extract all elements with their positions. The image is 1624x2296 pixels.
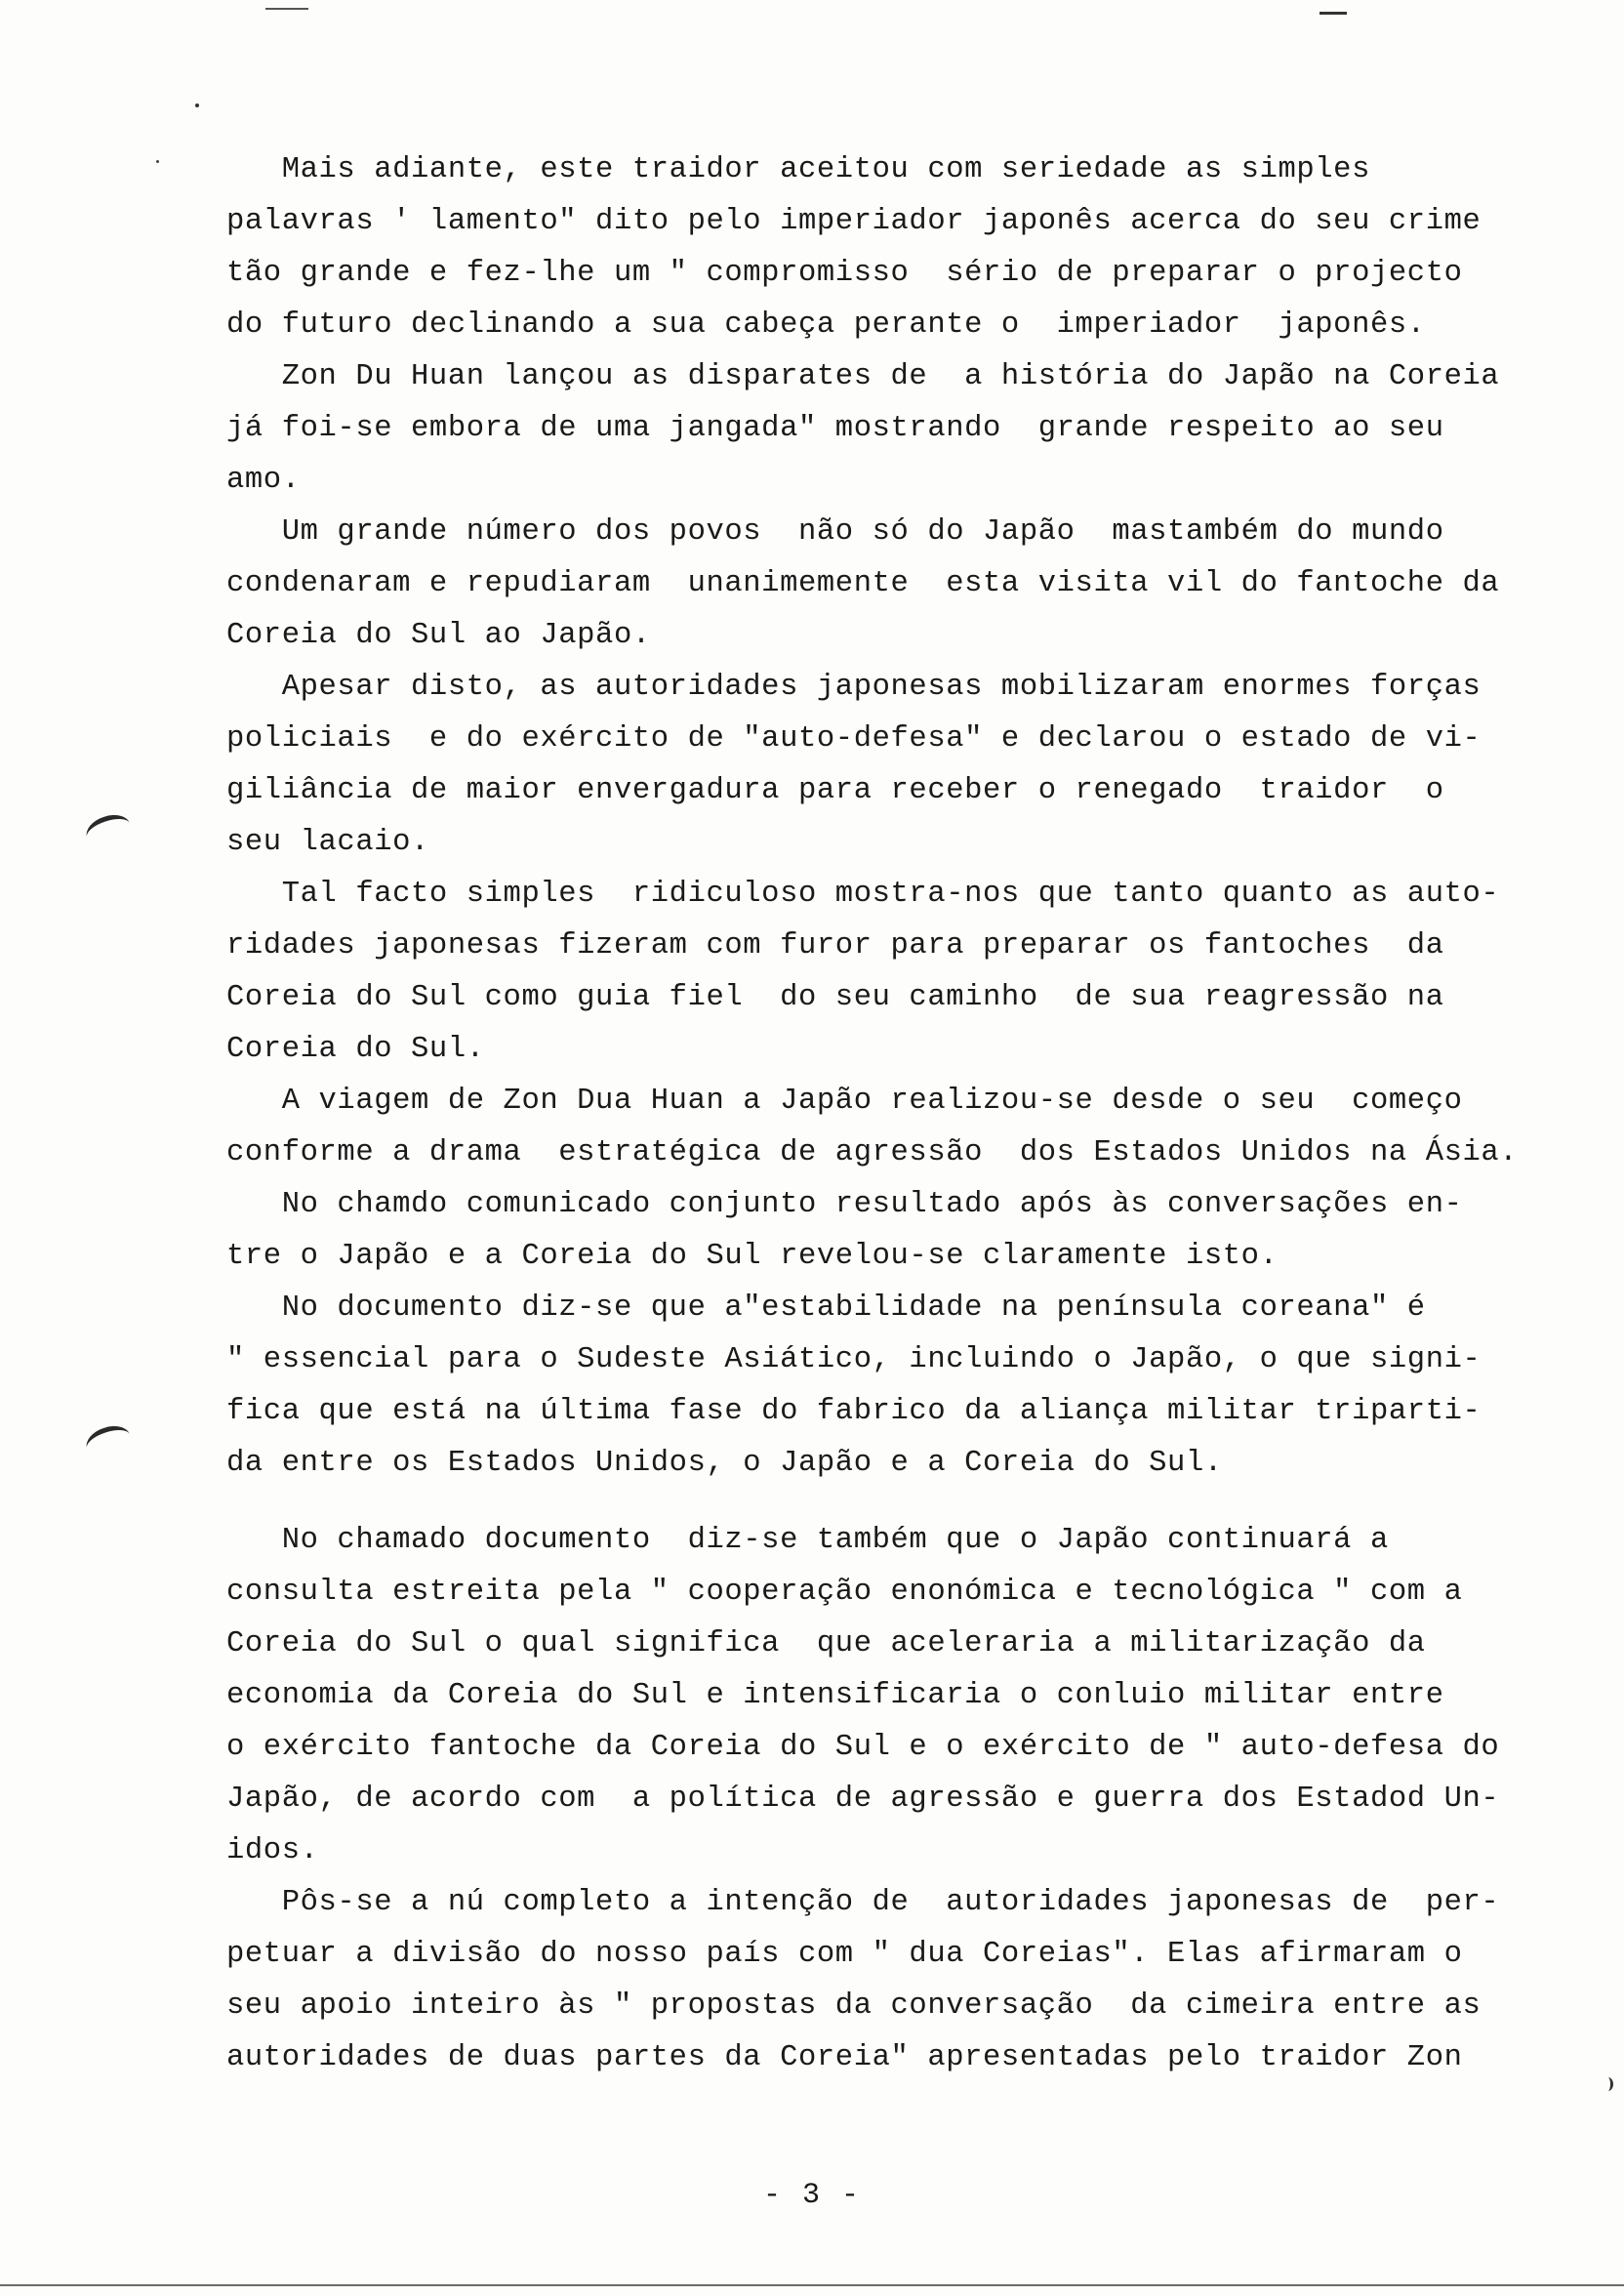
text-line: Coreia do Sul ao Japão. xyxy=(226,619,651,652)
scan-dot-margin xyxy=(156,160,159,163)
text-line: condenaram e repudiaram unanimemente esta visita vil do fantoche da xyxy=(226,567,1500,600)
text-line: da entre os Estados Unidos, o Japão e a Coreia do Sul. xyxy=(226,1447,1223,1480)
punch-hole-mark-bottom xyxy=(83,1421,135,1462)
text-line: seu lacaio. xyxy=(226,826,429,859)
text-line: Apesar disto, as autoridades japonesas mobilizaram enormes forças xyxy=(226,671,1482,704)
text-line: tre o Japão e a Coreia do Sul revelou-se claramente isto. xyxy=(226,1240,1279,1273)
text-line: ridades japonesas fizeram com furor para preparar os fantoches da xyxy=(226,929,1444,963)
text-line: já foi-se embora de uma jangada" mostrando grande respeito ao seu xyxy=(226,412,1444,445)
text-line: palavras ' lamento" dito pelo imperiador japonês acerca do seu crime xyxy=(226,205,1482,238)
text-line: seu apoio inteiro às " propostas da conversação da cimeira entre as xyxy=(226,1989,1482,2023)
text-line: o exército fantoche da Coreia do Sul e o exército de " auto-defesa do xyxy=(226,1731,1500,1764)
text-line: fica que está na última fase do fabrico da aliança militar triparti- xyxy=(226,1395,1482,1428)
page-number: - 3 - xyxy=(762,2179,861,2212)
text-line: conforme a drama estratégica de agressão dos Estados Unidos na Ásia. xyxy=(226,1136,1519,1169)
text-line: No documento diz-se que a"estabilidade na península coreana" é xyxy=(226,1292,1426,1325)
text-line: Coreia do Sul o qual significa que aceleraria a militarização da xyxy=(226,1627,1426,1660)
text-line: No chamdo comunicado conjunto resultado após às conversações en- xyxy=(226,1188,1463,1221)
text-line: idos. xyxy=(226,1834,319,1867)
text-line: do futuro declinando a sua cabeça perante o imperiador japonês. xyxy=(226,308,1426,342)
text-line: Um grande número dos povos não só do Japão mastambém do mundo xyxy=(226,515,1444,549)
text-line: policiais e do exército de "auto-defesa" e declarou o estado de vi- xyxy=(226,722,1482,756)
text-line: tão grande e fez-lhe um " compromisso sério de preparar o projecto xyxy=(226,257,1463,290)
text-line: Japão, de acordo com a política de agressão e guerra dos Estadod Un- xyxy=(226,1783,1500,1816)
text-line: No chamado documento diz-se também que o Japão continuará a xyxy=(226,1524,1389,1557)
text-line: autoridades de duas partes da Coreia" apresentadas pelo traidor Zon xyxy=(226,2041,1463,2074)
text-line: Coreia do Sul como guia fiel do seu caminho de sua reagressão na xyxy=(226,981,1444,1014)
text-line: consulta estreita pela " cooperação enonómica e tecnológica " com a xyxy=(226,1576,1463,1609)
text-line: Zon Du Huan lançou as disparates de a história do Japão na Coreia xyxy=(226,360,1500,393)
punch-hole-mark-top xyxy=(83,810,135,851)
text-line: " essencial para o Sudeste Asiático, incluindo o Japão, o que signi- xyxy=(226,1343,1482,1376)
text-line: petuar a divisão do nosso país com " dua Coreias". Elas afirmaram o xyxy=(226,1938,1463,1971)
scan-dash-top-left xyxy=(265,8,308,10)
text-line: Mais adiante, este traidor aceitou com seriedade as simples xyxy=(226,153,1370,186)
text-line: Tal facto simples ridiculoso mostra-nos que tanto quanto as auto- xyxy=(226,878,1500,911)
scan-dot-left xyxy=(195,103,199,107)
scan-paren-right xyxy=(1603,2077,1613,2091)
bottom-edge-rule xyxy=(0,2284,1624,2286)
text-line: Coreia do Sul. xyxy=(226,1033,485,1066)
text-line: giliância de maior envergadura para receber o renegado traidor o xyxy=(226,774,1444,807)
text-line: amo. xyxy=(226,464,301,497)
text-line: economia da Coreia do Sul e intensificaria o conluio militar entre xyxy=(226,1679,1444,1712)
text-line: Pôs-se a nú completo a intenção de autoridades japonesas de per- xyxy=(226,1886,1500,1919)
paragraph-gap xyxy=(226,1490,1593,1515)
text-line: A viagem de Zon Dua Huan a Japão realizou-se desde o seu começo xyxy=(226,1085,1463,1118)
scan-dash-top-right xyxy=(1320,12,1347,15)
body-text xyxy=(226,144,1593,2084)
